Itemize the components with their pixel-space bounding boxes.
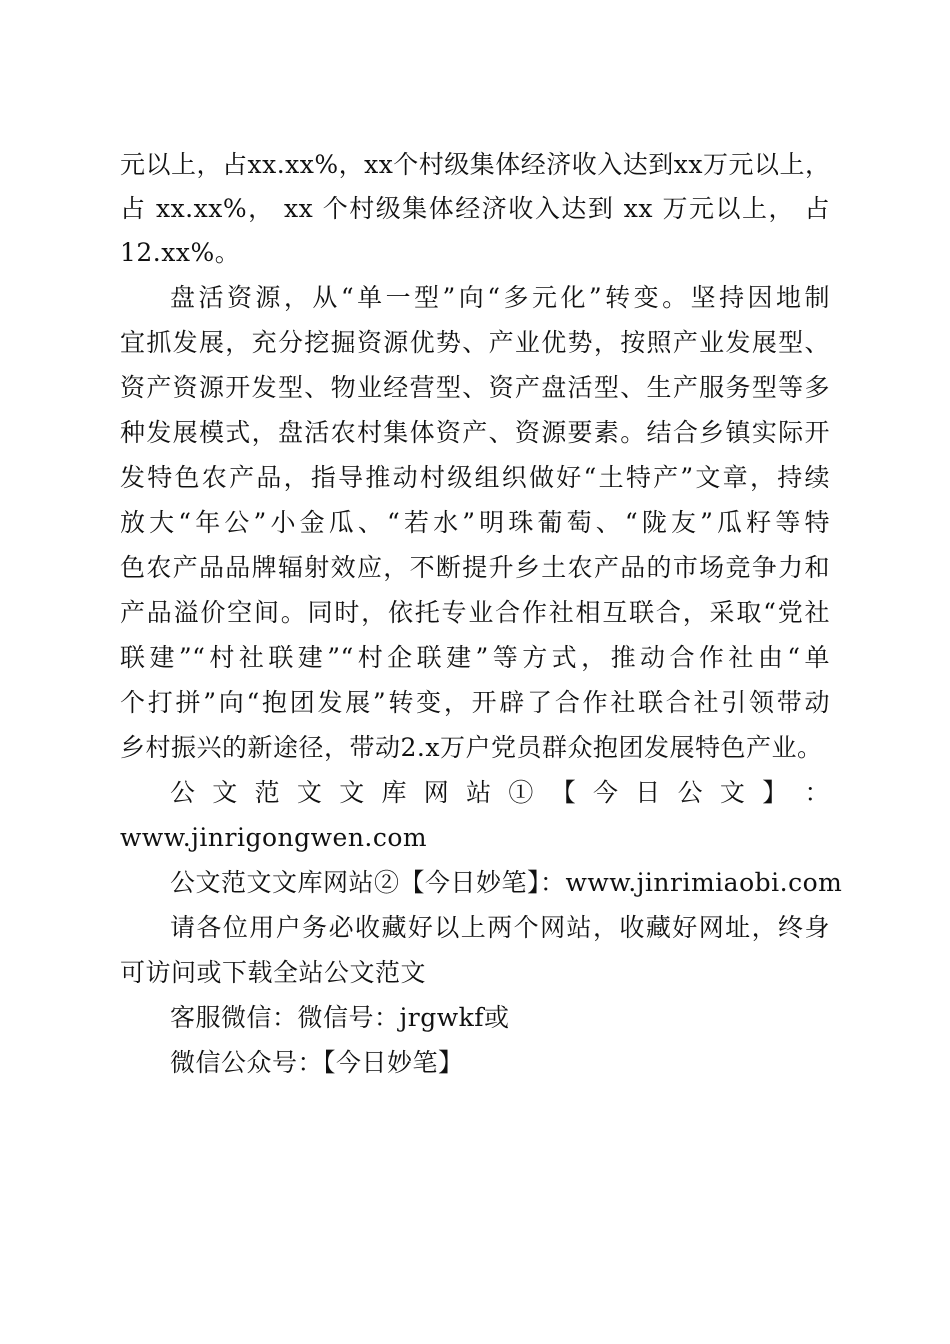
wechat-service-line: 客服微信：微信号：jrgwkf或 bbox=[170, 1003, 510, 1032]
paragraph-line: 种发展模式，盘活农村集体资产、资源要素。结合乡镇实际开 bbox=[120, 418, 830, 447]
paragraph-line: 个打拼”向“抱团发展”转变，开辟了合作社联合社引领带动 bbox=[120, 688, 830, 717]
paragraph-line: 元以上，占xx.xx%，xx个村级集体经济收入达到xx万元以上， bbox=[120, 150, 831, 179]
website-2-line: 公文范文文库网站②【今日妙笔】：www.jinrimiaobi.com bbox=[170, 868, 843, 897]
website-1-url: www.jinrigongwen.com bbox=[120, 823, 428, 852]
paragraph-line: 宜抓发展，充分挖掘资源优势、产业优势，按照产业发展型、 bbox=[120, 328, 830, 357]
paragraph-line: 乡村振兴的新途径，带动2.x万户党员群众抱团发展特色产业。 bbox=[120, 733, 823, 762]
website-1-label: 公 文 范 文 文 库 网 站 ① 【 今 日 公 文 】 ： bbox=[170, 778, 830, 807]
paragraph-line: 发特色农产品，指导推动村级组织做好“土特产”文章，持续 bbox=[120, 463, 830, 492]
notice-line: 请各位用户务必收藏好以上两个网站，收藏好网址，终身 bbox=[170, 913, 830, 942]
paragraph-line: 资产资源开发型、物业经营型、资产盘活型、生产服务型等多 bbox=[120, 373, 830, 402]
wechat-official-line: 微信公众号：【今日妙笔】 bbox=[170, 1048, 464, 1077]
paragraph-line: 色农产品品牌辐射效应，不断提升乡土农产品的市场竞争力和 bbox=[120, 553, 830, 582]
paragraph-line: 产品溢价空间。同时，依托专业合作社相互联合，采取“党社 bbox=[120, 598, 830, 627]
notice-line: 可访问或下载全站公文范文 bbox=[120, 958, 427, 987]
paragraph-line: 盘活资源，从“单一型”向“多元化”转变。坚持因地制 bbox=[170, 283, 830, 312]
paragraph-line: 放大“年公”小金瓜、“若水”明珠葡萄、“陇友”瓜籽等特 bbox=[120, 508, 830, 537]
paragraph-line: 占 xx.xx%， xx 个村级集体经济收入达到 xx 万元以上， 占 bbox=[120, 194, 830, 223]
paragraph-line: 12.xx%。 bbox=[120, 238, 241, 267]
paragraph-line: 联建”“村社联建”“村企联建”等方式，推动合作社由“单 bbox=[120, 643, 830, 672]
